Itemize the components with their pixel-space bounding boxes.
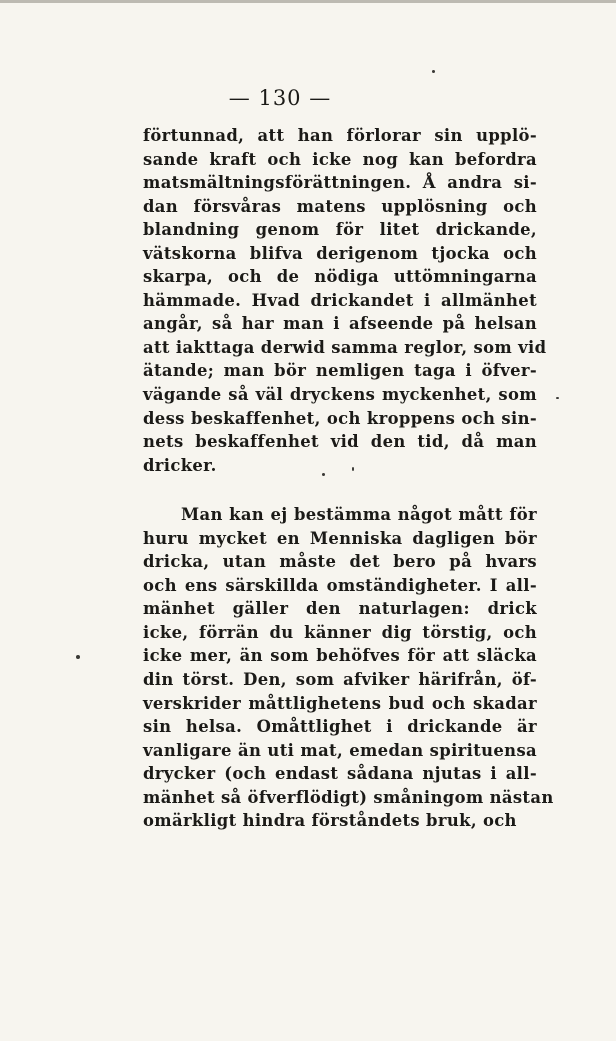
text-line: dess beskaffenhet, och kroppens och sin- (143, 408, 537, 428)
text-line: blandning genom för litet drickande, (143, 220, 537, 240)
text-line: verskrider måttlighetens bud och skadar (143, 693, 537, 713)
text-line: mänhet gäller den naturlagen: drick (143, 599, 537, 619)
ink-speck (76, 655, 80, 659)
text-line: huru mycket en Menniska dagligen bör (143, 528, 537, 548)
text-line: icke mer, än som behöfves för att släcka (143, 646, 537, 666)
page-number: — 130 — (228, 86, 332, 110)
text-line: vätskorna blifva derigenom tjocka och (143, 243, 537, 263)
ink-speck (556, 397, 559, 399)
body-text (143, 124, 554, 833)
text-line: sande kraft och icke nog kan befordra (143, 149, 537, 169)
text-line: vägande så väl dryckens myckenhet, som (143, 385, 537, 405)
text-line: vanligare än uti mat, emedan spirituensa (143, 740, 537, 760)
ink-speck (352, 467, 354, 471)
text-line: dricker. (143, 455, 217, 475)
text-line: och ens särskillda omständigheter. I all- (143, 575, 537, 595)
text-line: dricka, utan måste det bero på hvars (143, 552, 537, 572)
text-line: Man kan ej bestämma något mått för (181, 505, 537, 525)
text-line: dan försvåras matens upplösning och (143, 196, 537, 216)
text-line: din törst. Den, som afviker härifrån, öf- (143, 670, 537, 690)
text-line: icke, förrän du känner dig törstig, och (143, 622, 537, 642)
ink-speck (322, 473, 325, 476)
text-line: förtunnad, att han förlorar sin upplö- (143, 126, 537, 145)
text-line: att iakttaga derwid samma reglor, som vid (143, 337, 547, 357)
text-line: ätande; man bör nemligen taga i öfver- (143, 361, 537, 381)
text-line: angår, så har man i afseende på helsan (143, 314, 537, 334)
paragraph-1 (143, 124, 547, 477)
text-line: hämmade. Hvad drickandet i allmänhet (143, 290, 537, 310)
text-line: drycker (och endast sådana njutas i all- (143, 764, 537, 784)
ink-speck (432, 70, 435, 73)
text-line: sin helsa. Omåttlighet i drickande är (143, 717, 537, 737)
text-line: mänhet så öfverflödigt) småningom nästan (143, 787, 554, 807)
page-top-edge (0, 0, 616, 3)
text-line: omärkligt hindra förståndets bruk, och (143, 811, 517, 831)
paragraph-gap (143, 477, 537, 503)
text-line: nets beskaffenhet vid den tid, då man (143, 432, 537, 452)
text-line: skarpa, och de nödiga uttömningarna (143, 267, 537, 287)
text-line: matsmältningsförättningen. Å andra si- (143, 173, 537, 193)
paragraph-2 (143, 503, 554, 833)
